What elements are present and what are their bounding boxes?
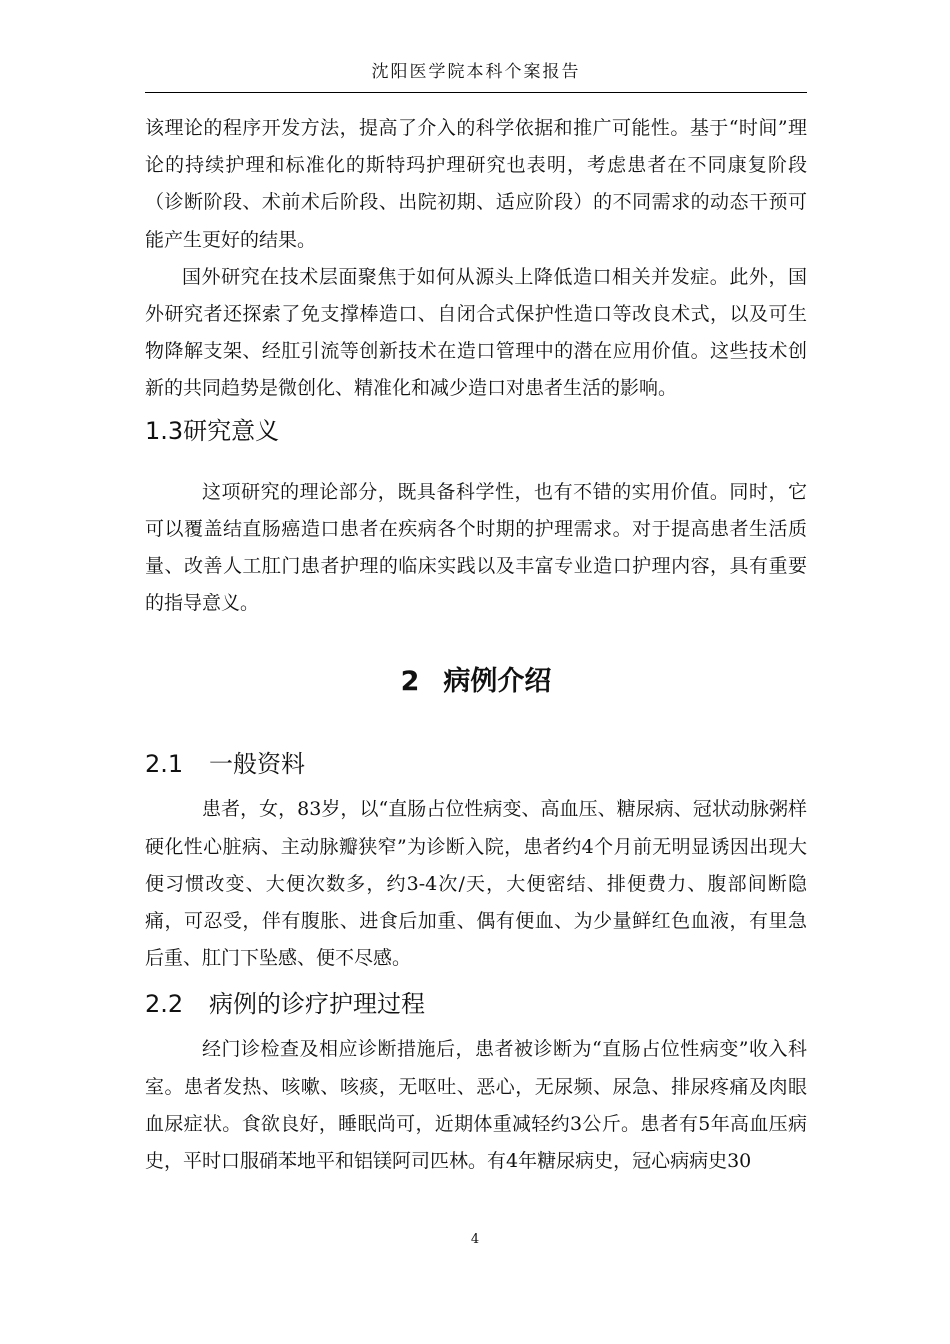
page-body	[145, 110, 807, 1180]
running-header: 沈阳医学院本科个案报告	[371, 62, 581, 82]
section-heading-1-3	[145, 414, 807, 448]
chapter-heading-2	[145, 662, 807, 702]
section-number: 2.2	[145, 990, 184, 1019]
section-number: 2.1	[145, 750, 184, 779]
paragraph-theory: 该理论的程序开发方法，提高了介入的科学依据和推广可能性。基于“时间”理论的持续护理和标准化的斯特玛护理研究也表明，考虑患者在不同康复阶段（诊断阶段、术前术后阶段、出院初期、适应阶段）的不同需求的动态干预可能产生更好的结果。	[145, 117, 807, 251]
section-heading-2-2	[145, 987, 807, 1021]
section-heading-2-1	[145, 747, 807, 781]
paragraph-treatment-process: 经门诊检查及相应诊断措施后，患者被诊断为“直肠占位性病变”收入科室。患者发热、咳嗽、咳痰，无呕吐、恶心，无尿频、尿急、排尿疼痛及肉眼血尿症状。食欲良好，睡眠尚可，近期体重减轻约3公斤。患者有5年高血压病史，平时口服硝苯地平和铝镁阿司匹林。有4年糖尿病史，冠心病病史30	[145, 1038, 807, 1173]
section-title: 一般资料	[209, 750, 305, 779]
section-title: 病例的诊疗护理过程	[209, 990, 425, 1019]
header-rule	[145, 92, 807, 93]
chapter-number: 2	[400, 666, 420, 698]
paragraph-general-info: 患者，女，83岁，以“直肠占位性病变、高血压、糖尿病、冠状动脉粥样硬化性心脏病、主动脉瓣狭窄”为诊断入院，患者约4个月前无明显诱因出现大便习惯改变、大便次数多，约3-4次/天，大便密结、排便费力、腹部间断隐痛，可忍受，伴有腹胀、进食后加重、偶有便血、为少量鲜红色血液，有里急后重、肛门下坠感、便不尽感。	[145, 798, 807, 970]
paragraph-foreign-research: 国外研究在技术层面聚焦于如何从源头上降低造口相关并发症。此外，国外研究者还探索了免支撑棒造口、自闭合式保护性造口等改良术式，以及可生物降解支架、经肛引流等创新技术在造口管理中的潜在应用价值。这些技术创新的共同趋势是微创化、精准化和减少造口对患者生活的影响。	[145, 265, 807, 400]
page-number: 4	[470, 1232, 480, 1247]
section-title: 研究意义	[183, 416, 280, 445]
chapter-title: 病例介绍	[443, 666, 552, 698]
section-number: 1.3	[145, 416, 184, 445]
paragraph-significance: 这项研究的理论部分，既具备科学性，也有不错的实用价值。同时，它可以覆盖结直肠癌造口患者在疾病各个时期的护理需求。对于提高患者生活质量、改善人工肛门患者护理的临床实践以及丰富专业造口护理内容，具有重要的指导意义。	[145, 480, 807, 615]
